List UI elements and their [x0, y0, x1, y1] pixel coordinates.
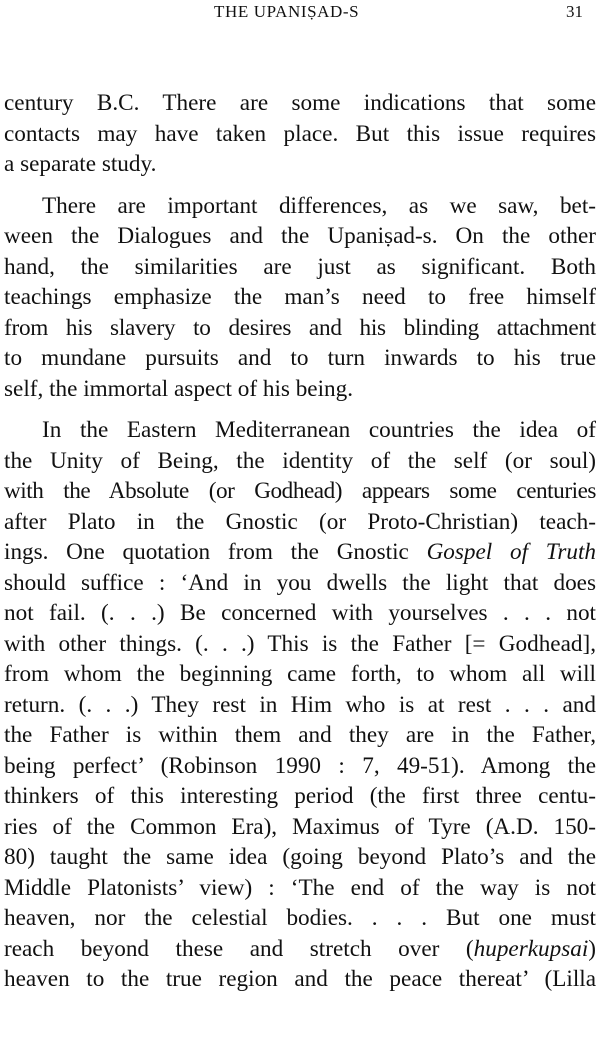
text-line: ries of the Common Era), Maximus of Tyre (A.D. 150-	[4, 813, 596, 840]
text-run: reach beyond these and stretch over (	[4, 935, 474, 962]
text-line: from his slavery to desires and his blinding attachment	[4, 314, 596, 341]
greek-term-italic: huperkupsai	[473, 935, 589, 962]
text-line: heaven, nor the celestial bodies. . . . But one must	[4, 905, 596, 931]
text-line: to mundane pursuits and to turn inwards to his true	[4, 345, 596, 371]
paragraph-3	[4, 415, 596, 995]
text-line-huperkupsai	[4, 934, 596, 965]
text-line: should suffice : ‘And in you dwells the light that does	[4, 569, 596, 596]
text-line: with other things. (. . .) This is the Father [= Godhead],	[4, 630, 596, 657]
text-run: )	[588, 935, 596, 962]
text-line: being perfect’ (Robinson 1990 : 7, 49-51). Among the	[4, 752, 596, 779]
body-text	[4, 88, 596, 995]
text-line: not fail. (. . .) Be concerned with yourselves . . . not	[4, 600, 596, 626]
paragraph-2	[4, 191, 596, 405]
text-line: contacts may have taken place. But this issue requires	[4, 120, 596, 147]
text-line: after Plato in the Gnostic (or Proto-Christian) teach-	[4, 508, 596, 535]
text-run: ings. One quotation from the Gnostic	[4, 539, 427, 565]
text-line: century B.C. There are some indications that some	[4, 90, 596, 116]
text-line-gospel	[4, 537, 596, 568]
text-line: In the Eastern Mediterranean countries the idea of	[42, 417, 596, 443]
text-line: the Father is within them and they are in the Father,	[4, 722, 596, 748]
text-line: heaven to the true region and the peace thereat’ (Lilla	[4, 966, 596, 992]
text-line: 80) taught the same idea (going beyond Plato’s and the	[4, 844, 596, 870]
text-line: a separate study.	[4, 151, 157, 177]
text-line: hand, the similarities are just as significant. Both	[4, 253, 596, 280]
text-line: self, the immortal aspect of his being.	[4, 375, 354, 402]
text-line: the Unity of Being, the identity of the self (or soul)	[4, 447, 596, 474]
text-line: There are important differences, as we saw, bet-	[42, 192, 596, 219]
text-line: return. (. . .) They rest in Him who is at rest . . . and	[4, 691, 596, 718]
page-number: 31	[566, 2, 583, 21]
text-line: with the Absolute (or Godhead) appears some centuries	[4, 478, 596, 504]
running-head	[0, 0, 600, 26]
work-title-italic: Gospel of Truth	[426, 539, 597, 565]
running-title: THE UPANIṢAD-S	[214, 2, 360, 21]
paragraph-1	[4, 88, 596, 180]
text-line: teachings emphasize the man’s need to free himself	[4, 284, 596, 310]
text-line: from whom the beginning came forth, to whom all will	[4, 661, 596, 687]
text-line: ween the Dialogues and the Upaniṣad-s. On the other	[4, 223, 596, 249]
text-line: thinkers of this interesting period (the first three centu-	[4, 783, 596, 809]
text-line: Middle Platonists’ view) : ‘The end of the way is not	[4, 874, 596, 901]
